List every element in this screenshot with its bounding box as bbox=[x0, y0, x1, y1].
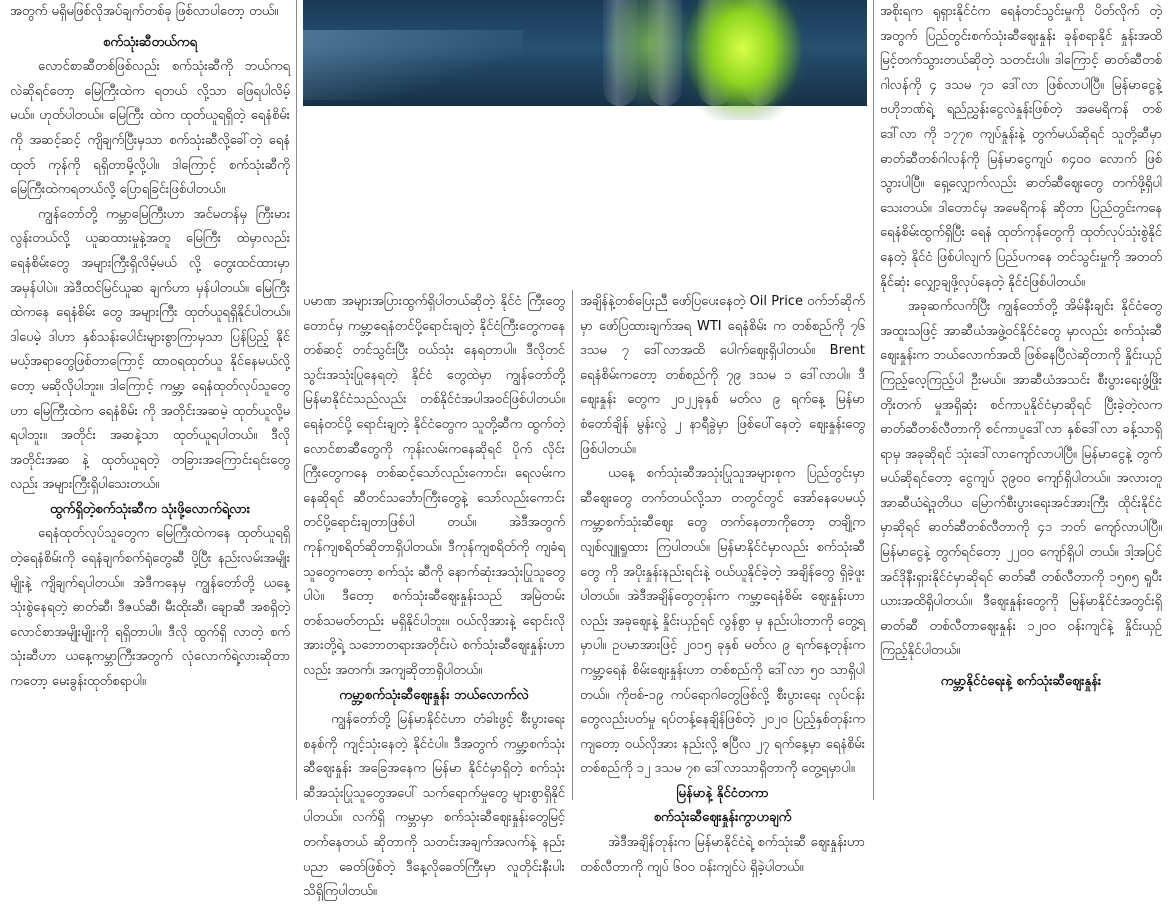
article-photo bbox=[303, 0, 867, 106]
section-heading: စက်သုံးဆီဈေးနှုန်းကွာဟချက် bbox=[653, 810, 792, 826]
section-heading: ကမ္ဘာ့နိုင်ငံရေးနဲ့ စက်သုံးဆီဈေးနှုန်း bbox=[940, 674, 1102, 690]
paragraph: လောင်စာဆီတစ်ဖြစ်လည်း စက်သုံးဆီကို ဘယ်ကရလဲဆိုရင်တော့ မြေကြီးထဲက ရတယ် လို့သာ ဖြေရပါလိမ့်မယ်။ ဟုတ်ပါတယ်။ မြေကြီး ထဲက ထုတ်ယူရရှိတဲ့ ရေနံစိမ်းကို အဆင့်ဆင့် ကျိချက်ပြီးမှသာ စက်သုံးဆီလို့ခေါ်တဲ့ ရေနံထုတ် ကုန်ကို ရရှိတာမို့လို့ပါ။ ဒါကြောင့် စက်သုံးဆီကို မြေကြီးထဲကရတယ်လို့ ပြောရခြင်းဖြစ်ပါတယ်။ bbox=[10, 59, 290, 198]
paragraph: အစိုးရက ရုရှားနိုင်ငံက ရေနံတင်သွင်းမှုကို ပိတ်လိုက် တဲ့အတွက် ပြည်တွင်းစက်သုံးဆီဈေးနှုန်း ခုန်စရာနိုင် နှုန်းအထိ မြင့်တက်သွားတယ်ဆိုတဲ့ သတင်းပါ။ ဒါကြောင့် ဓာတ်ဆီတစ်ဂါလန်ကို ၄ ဒသမ ၇၁ ဒေါ်လာ ဖြစ်လာပါပြီ။ မြန်မာငွေနဲ့ ဗဟိုဘဏ်ရဲ့ ရည်ညွှန်းငွေလဲနှုန်းဖြစ်တဲ့ အမေရိကန် တစ်ဒေါ်လာ ကို ၁၇၇၈ ကျပ်နှုန်းနဲ့ တွက်မယ်ဆိုရင် သူတို့ဆီမှာ ဓာတ်ဆီတစ်ဂါလန်ကို မြန်မာငွေကျပ် ၈၄၀၀ လောက် ဖြစ်သွားပါပြီ။ ရှေ့လျှောက်လည်း ဓာတ်ဆီဈေးတွေ တက်ဖို့ရှိပါသေးတယ်။ ဒါတောင်မှ အမေရိကန် ဆိုတာ ပြည်တွင်းကနေ ရေနံစိမ်းထွက်ရှိပြီး ရေနံ ထုတ်ကုန်တွေကို ထုတ်လုပ်သုံးစွဲနိုင်နေတဲ့ နိုင်ငံ ဖြစ်ပါလျက် ပြည်ပကနေ တင်သွင်းမှုကို အတတ် နိုင်ဆုံး လျှော့ချဖို့လုပ်နေတဲ့ နိုင်ငံဖြစ်ပါတယ်။ bbox=[880, 4, 1162, 290]
section-heading: မြန်မာနဲ့ နိုင်ငံတကာ bbox=[676, 785, 769, 801]
paragraph: အတွက် မရှိမဖြစ်လိုအပ်ချက်တစ်ခု ဖြစ်လာပါတော့ တယ်။ bbox=[10, 4, 279, 19]
column-divider bbox=[296, 0, 297, 800]
paragraph: ပမာဏ အများအပြားထွက်ရှိပါတယ်ဆိုတဲ့ နိုင်ငံ ကြီးတွေတောင်မှ ကမ္ဘာ့ရေနံတင်ပို့ရောင်းချတဲ့ နိုင်ငံကြီးတွေကနေတစ်ဆင့် တင်သွင်းပြီး ဝယ်သုံး နေရတာပါ။ ဒီလိုတင်သွင်းအသုံးပြုနေရတဲ့ နိုင်ငံ တွေထဲမှာ ကျွန်တော်တို့ မြန်မာနိုင်ငံသည်လည်း တစ်နိုင်ငံအပါအဝင်ဖြစ်ပါတယ်။ ရေနံတင်ပို့ ရောင်းချတဲ့ နိုင်ငံတွေက သူတို့ဆီက ထွက်တဲ့ လောင်စာဆီတွေကို ကုန်းလမ်းကနေဆိုရင် ပိုက် လိုင်းကြီးတွေကနေ တစ်ဆင့်သော်လည်းကောင်း၊ ရေလမ်းကနေဆိုရင် ဆီတင်သင်္ဘောကြီးတွေနဲ့ သော်လည်းကောင်း တင်ပို့ရောင်းချတာဖြစ်ပါ တယ်။ အဲဒီအတွက် ကုန်ကျစရိတ်ဆိုတာရှိပါတယ်။ ဒီကုန်ကျစရိတ်ကို ကျခံရသူတွေကတော့ စက်သုံး ဆီကို နောက်ဆုံးအသုံးပြုသူတွေပါပဲ။ ဒီတော့ စက်သုံးဆီဈေးနှုန်းသည် အမြဲတမ်းတစ်သမတ်တည်း မရှိနိုင်ပါဘူး။ ဝယ်လိုအားနဲ့ ရောင်းလိုအားတို့ရဲ့ သဘောတရားအတိုင်းပဲ စက်သုံးဆီဈေးနှုန်းဟာ လည်း အတက်၊ အကျဆိုတာရှိပါတယ်။ bbox=[303, 294, 565, 678]
column-3 bbox=[580, 290, 865, 875]
paragraph: ကျွန်တော်တို့ ကမ္ဘာမြေကြီးဟာ အင်မတန်မှ ကြီးမားလွန်းတယ်လို့ ယူဆထားမှုနဲ့အတူ မြေကြီး ထဲမှာလည်း ရေနံစိမ်းတွေ အများကြီးရှိလိမ့်မယ် လို့ တွေးထင်ထားမှာ အမှန်ပါပဲ။ အဲဒီထင်မြင်ယူဆ ချက်ဟာ မှန်ပါတယ်။ မြေကြီးထဲကနေ ရေနံစိမ်း တွေ အများကြီး ထုတ်ယူရရှိနိုင်ပါတယ်။ ဒါပေမဲ့ ဒါဟာ နှစ်သန်းပေါင်းများစွာကြာမှသာ ပြန်ပြည့် နိုင်မယ့်အရာတွေဖြစ်တာကြောင့် ထာဝရထုတ်ယူ နိုင်နေမယ်လို့တော့ မဆိုလိုပါဘူး။ ဒါကြောင့် ကမ္ဘာ့ ရေနံထုတ်လုပ်သူတွေဟာ မြေကြီးထဲက ရေနံစိမ်း ကို အတိုင်းအဆမဲ့ ထုတ်ယူလို့မရပါဘူး။ အတိုင်း အဆနဲ့သာ ထုတ်ယူရပါတယ်။ ဒီလို အတိုင်းအဆ နဲ့ ထုတ်ယူရတဲ့ တခြားအကြောင်းရင်းတွေလည်း အများကြီးရှိပါသေးတယ်။ bbox=[10, 206, 290, 493]
column-4 bbox=[880, 0, 1162, 800]
paragraph: ကျွန်တော်တို့ မြန်မာနိုင်ငံဟာ တံခါးဖွင့် စီးပွားရေးစနစ်ကို ကျင့်သုံးနေတဲ့ နိုင်ငံပါ။ ဒီအတွက် ကမ္ဘာ့စက်သုံးဆီဈေးနှုန်း အခြေအနေက မြန်မာ နိုင်ငံမှာရှိတဲ့ စက်သုံးဆီအသုံးပြုသူတွေအပေါ် သက်ရောက်မှုတွေ များစွာရှိနိုင်ပါတယ်။ လက်ရှိ ကမ္ဘာမှာ စက်သုံးဆီဈေးနှုန်းတွေမြင့်တက်နေတယ် ဆိုတာကို သတင်းအချက်အလက်နဲ့ နည်းပညာ ခေတ်ဖြစ်တဲ့ ဒီနေ့လိုခေတ်ကြီးမှာ လူတိုင်းနီးပါး သိရှိကြပါတယ်။ bbox=[303, 712, 565, 900]
paragraph: ရေနံထုတ်လုပ်သူတွေက မြေကြီးထဲကနေ ထုတ်ယူရရှိတဲ့ရေနံစိမ်းကို ရေနံချက်စက်ရုံတွေဆီ ပို့ပြီး နည်းလမ်းအမျိုးမျိုးနဲ့ ကျိချက်ရပါတယ်။ အဲဒီကနေမှ ကျွန်တော်တို့ ယနေ့ သုံးစွဲနေရတဲ့ ဓာတ်ဆီ၊ ဒီဇယ်ဆီ၊ မီးထိုးဆီ၊ ချောဆီ အစရှိတဲ့ လောင်စာအမျိုးမျိုးကို ရရှိတာပါ။ ဒီလို ထွက်ရှိ လာတဲ့ စက်သုံးဆီဟာ ယနေ့ကမ္ဘာကြီးအတွက် လုံလောက်ရဲ့လားဆိုတာကတော့ မေးခွန်းထုတ်စရာပါ။ bbox=[10, 526, 290, 690]
paragraph: အဲဒီအချိန်တုန်းက မြန်မာနိုင်ငံရဲ့ စက်သုံးဆီ ဈေးနှုန်းဟာ တစ်လီတာကို ကျပ် ၆၀၀ ဝန်းကျင်ပဲ ရှိခဲ့ပါတယ်။ bbox=[580, 835, 865, 875]
column-2 bbox=[303, 290, 565, 900]
section-heading: စက်သုံးဆီတယ်ကရ bbox=[103, 34, 197, 50]
paragraph: အချိန်နဲ့တစ်ပြေးညီ ဖော်ပြပေးနေတဲ့ Oil Price ဝက်ဘ်ဆိုက်မှာ ဖော်ပြထားချက်အရ WTI ရေနံစိမ်း က တစ်စည်ကို ၇၆ ဒသမ ၇ ဒေါ်လာအထိ ပေါက်ဈေးရှိပါတယ်။ Brent ရေနံစိမ်းကတော့ တစ်စည်ကို ၇၉ ဒသမ ၁ ဒေါ်လာပါ။ ဒီဈေးနှုန်း တွေက ၂၀၂၂ခုနှစ် မတ်လ ၉ ရက်နေ့ မြန်မာစံတော်ချိန် မွန်းလွဲ ၂ နာရီခွဲမှာ ဖြစ်ပေါ်နေတဲ့ ဈေးနှုန်းတွေ ဖြစ်ပါတယ်။ bbox=[580, 294, 865, 457]
paragraph: အခုဆက်လက်ပြီး ကျွန်တော်တို့ အိမ်နီးချင်း နိုင်ငံတွေ အထူးသဖြင့် အာဆီယံအဖွဲ့ဝင်နိုင်ငံတွေ မှာလည်း စက်သုံးဆီဈေးနှုန်းက ဘယ်လောက်အထိ ဖြစ်နေပြီလဲဆိုတာကို နှိုင်းယှဉ်ကြည့်လေ့ကြည့်ပါ ဦးမယ်။ အာဆီယံအသင်း စီးပွားရေးဖွံ့ဖြိုးတိုးတက် မှုအရှိဆုံး စင်ကာပူနိုင်ငံမှာဆိုရင် ပြီးခဲ့တဲ့လက ဓာတ်ဆီတစ်လီတာကို စင်ကာပူဒေါ်လာ နှစ်ဒေါ်လာ ခန့်သာရှိရာမှ အခုဆိုရင် သုံးဒေါ်လာကျော်လာပါပြီ။ မြန်မာငွေနဲ့ တွက်မယ်ဆိုရင်တော့ ငွေကျပ် ၃၉၀၀ ကျော်ရှိပါတယ်။ အလားတူ အာဆီယံရဲ့ဒုတိယ မြောက်စီးပွားရေးအင်အားကြီး ထိုင်းနိုင်ငံမှာဆိုရင် ဓာတ်ဆီတစ်လီတာကို ၄၁ ဘတ် ကျော်လာပါပြီ။ မြန်မာငွေနဲ့ တွက်ရင်တော့ ၂၂၀၀ ကျော်ရှိပါ တယ်။ ဒါ့အပြင် အင်ဒိုနီးရှားနိုင်ငံမှာဆိုရင် ဓာတ်ဆီ တစ်လီတာကို ၁၅၈၅ ရူပီးယားအထိရှိပါတယ်။ ဒီဈေးနှုန်းတွေကို မြန်မာနိုင်ငံအတွင်းရှိ ဓာတ်ဆီ တစ်လီတာဈေးနှုန်း ၁၂၀၀ ဝန်းကျင်နဲ့ နှိုင်းယှဉ် ကြည့်နိုင်ပါတယ်။ bbox=[880, 299, 1162, 659]
section-heading: ကမ္ဘာ့စက်သုံးဆီဈေးနှုန်း ဘယ်လောက်လဲ bbox=[339, 687, 529, 703]
column-1 bbox=[10, 0, 290, 800]
column-divider bbox=[873, 0, 874, 800]
column-divider bbox=[572, 290, 573, 800]
paragraph: ယနေ့ စက်သုံးဆီအသုံးပြုသူအများစုက ပြည်တွင်းမှာ ဆီဈေးတွေ တက်တယ်လို့သာ တတွင်တွင် အော်နေပေမယ့် ကမ္ဘာ့စက်သုံးဆီဈေး တွေ တက်နေတာကိုတော့ တချို့က လျစ်လျူရှုထား ကြပါတယ်။ မြန်မာနိုင်ငံမှာလည်း စက်သုံးဆီတွေ ကို အပိုးနှုန်းနည်းရင်းနဲ့ ဝယ်ယူနိုင်ခဲ့တဲ့ အချိန်တွေ ရှိခဲ့ဖူးပါတယ်။ အဲဒီအချိန်တွေတုန်းက ကမ္ဘာ့ရေနံစိမ်း ဈေးနှုန်းဟာလည်း အခုဈေးနဲ့ နှိုင်းယှဉ်ရင် လွန်စွာ မှ နည်းပါးတာကို တွေ့ရမှာပါ။ ဥပမာအားဖြင့် ၂၀၁၅ ခုနှစ် မတ်လ ၉ ရက်နေ့တုန်းက ကမ္ဘာ့ရေနံ စိမ်းဈေးနှုန်းဟာ တစ်စည်ကို ဒေါ်လာ ၅၀ သာရှိပါ တယ်။ ကိုဗစ်-၁၉ ကပ်ရောဂါတွေဖြစ်လို့ စီးပွားရေး လုပ်ငန်းတွေလည်းပတ်မှု ရပ်တန့်နေချိန်ဖြစ်တဲ့ ၂၀၂၀ ပြည့်နှစ်တုန်းကကျတော့ ဝယ်လိုအား နည်းလို့ ဧပြီလ ၂၇ ရက်နေ့မှာ ရေနံစိမ်းတစ်စည်ကို ၁၂ ဒသမ ၇၈ ဒေါ်လာသာရှိတာကို တွေ့ရမှာပါ။ bbox=[580, 466, 865, 777]
section-heading: ထွက်ရှိတဲ့စက်သုံးဆီက သုံးဖို့လောက်ရဲ့လား bbox=[49, 501, 251, 517]
